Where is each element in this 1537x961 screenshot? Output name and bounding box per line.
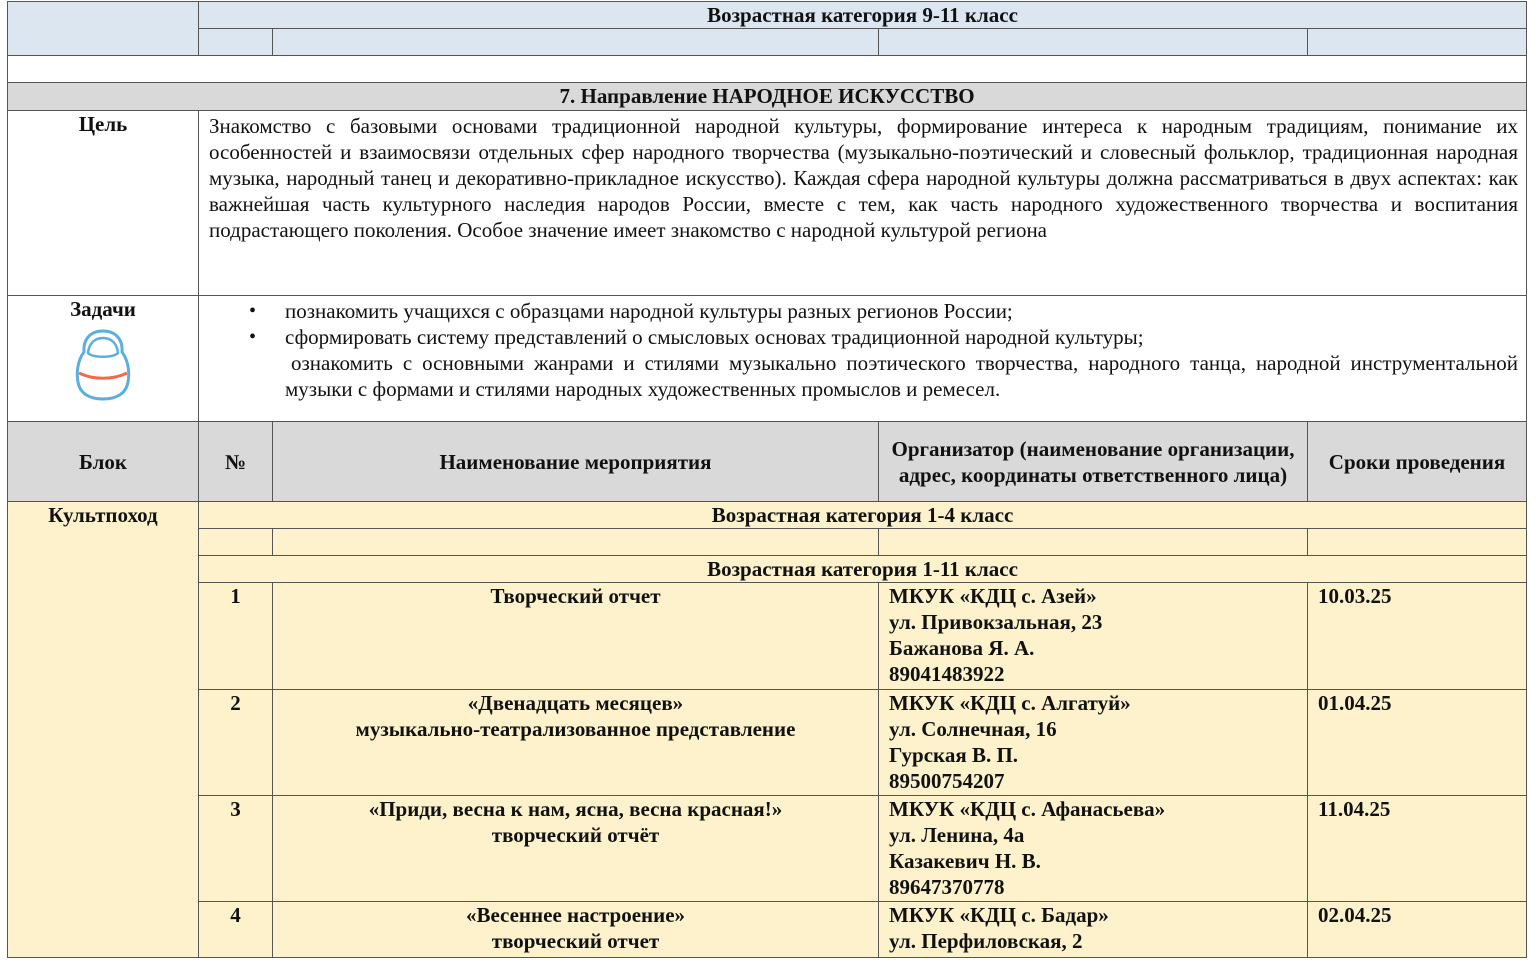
event-date: 11.04.25 — [1308, 796, 1527, 902]
task-item: • сформировать систему представлений о смысловых основах традиционной народной культуры; — [209, 324, 1518, 350]
organizer-info: МКУК «КДЦ с. Алгатуй» ул. Солнечная, 16 Гурская В. П. 89500754207 — [879, 690, 1308, 796]
event-date: 01.04.25 — [1308, 690, 1527, 796]
event-name: «Приди, весна к нам, ясна, весна красная!» творческий отчёт — [273, 796, 879, 902]
task-item: • познакомить учащихся с образцами народной культуры разных регионов России; — [209, 298, 1518, 324]
section-title: 7. Направление НАРОДНОЕ ИСКУССТВО — [8, 83, 1527, 111]
task-item: ознакомить с основными жанрами и стилями музыкально поэтического творчества, народного танца, народной инструментальной музыки с формами и стилями народных художественных промыслов и ремесел. — [285, 351, 1519, 401]
header-block: Блок — [8, 422, 199, 502]
tasks-list-cell — [199, 296, 1527, 422]
matryoshka-icon — [75, 328, 131, 402]
row-number: 1 — [199, 583, 273, 690]
top-category-heading: Возрастная категория 9-11 класс — [199, 2, 1527, 29]
block-name: Культпоход — [8, 502, 199, 958]
organizer-info: МКУК «КДЦ с. Афанасьева» ул. Ленина, 4а Казакевич Н. В. 89647370778 — [879, 796, 1308, 902]
organizer-info: МКУК «КДЦ с. Бадар» ул. Перфиловская, 2 — [879, 902, 1308, 958]
row-number: 4 — [199, 902, 273, 958]
header-dates: Сроки проведения — [1308, 422, 1527, 502]
event-name: Творческий отчет — [273, 583, 879, 690]
tasks-label-cell — [8, 296, 199, 422]
row-number: 2 — [199, 690, 273, 796]
goal-text: Знакомство с базовыми основами традиционной народной культуры, формирование интереса к народным традициям, понимание их особенностей и взаимосвязи отдельных сфер народного творчества (музыкально-поэтический и словесный фольклор, традиционная народная музыка, народный танец и декоративно-прикладное искусство). Каждая сфера народной культуры должна рассматриваться в двух аспектах: как важнейшая часть культурного наследия народов России, вместе с тем, как часть народного художественного творчества и воспитания подрастающего поколения. Особое значение имеет знакомство с народной культурой региона — [199, 111, 1527, 296]
tasks-label: Задачи — [70, 297, 136, 321]
organizer-info: МКУК «КДЦ с. Азей» ул. Привокзальная, 23 Бажанова Я. А. 89041483922 — [879, 583, 1308, 690]
event-name: «Весеннее настроение» творческий отчет — [273, 902, 879, 958]
event-date: 10.03.25 — [1308, 583, 1527, 690]
category-heading-1-11: Возрастная категория 1-11 класс — [199, 556, 1527, 583]
header-organizer: Организатор (наименование организации, адрес, координаты ответственного лица) — [879, 422, 1308, 502]
category-heading-1-4: Возрастная категория 1-4 класс — [199, 502, 1527, 529]
goal-label: Цель — [8, 111, 199, 296]
row-number: 3 — [199, 796, 273, 902]
events-table — [7, 1, 1527, 958]
tasks-list — [209, 298, 1518, 402]
event-name: «Двенадцать месяцев» музыкально-театрализованное представление — [273, 690, 879, 796]
header-event: Наименование мероприятия — [273, 422, 879, 502]
header-number: № — [199, 422, 273, 502]
event-date: 02.04.25 — [1308, 902, 1527, 958]
top-block-cell — [8, 2, 199, 56]
spacer-row — [8, 56, 1527, 83]
